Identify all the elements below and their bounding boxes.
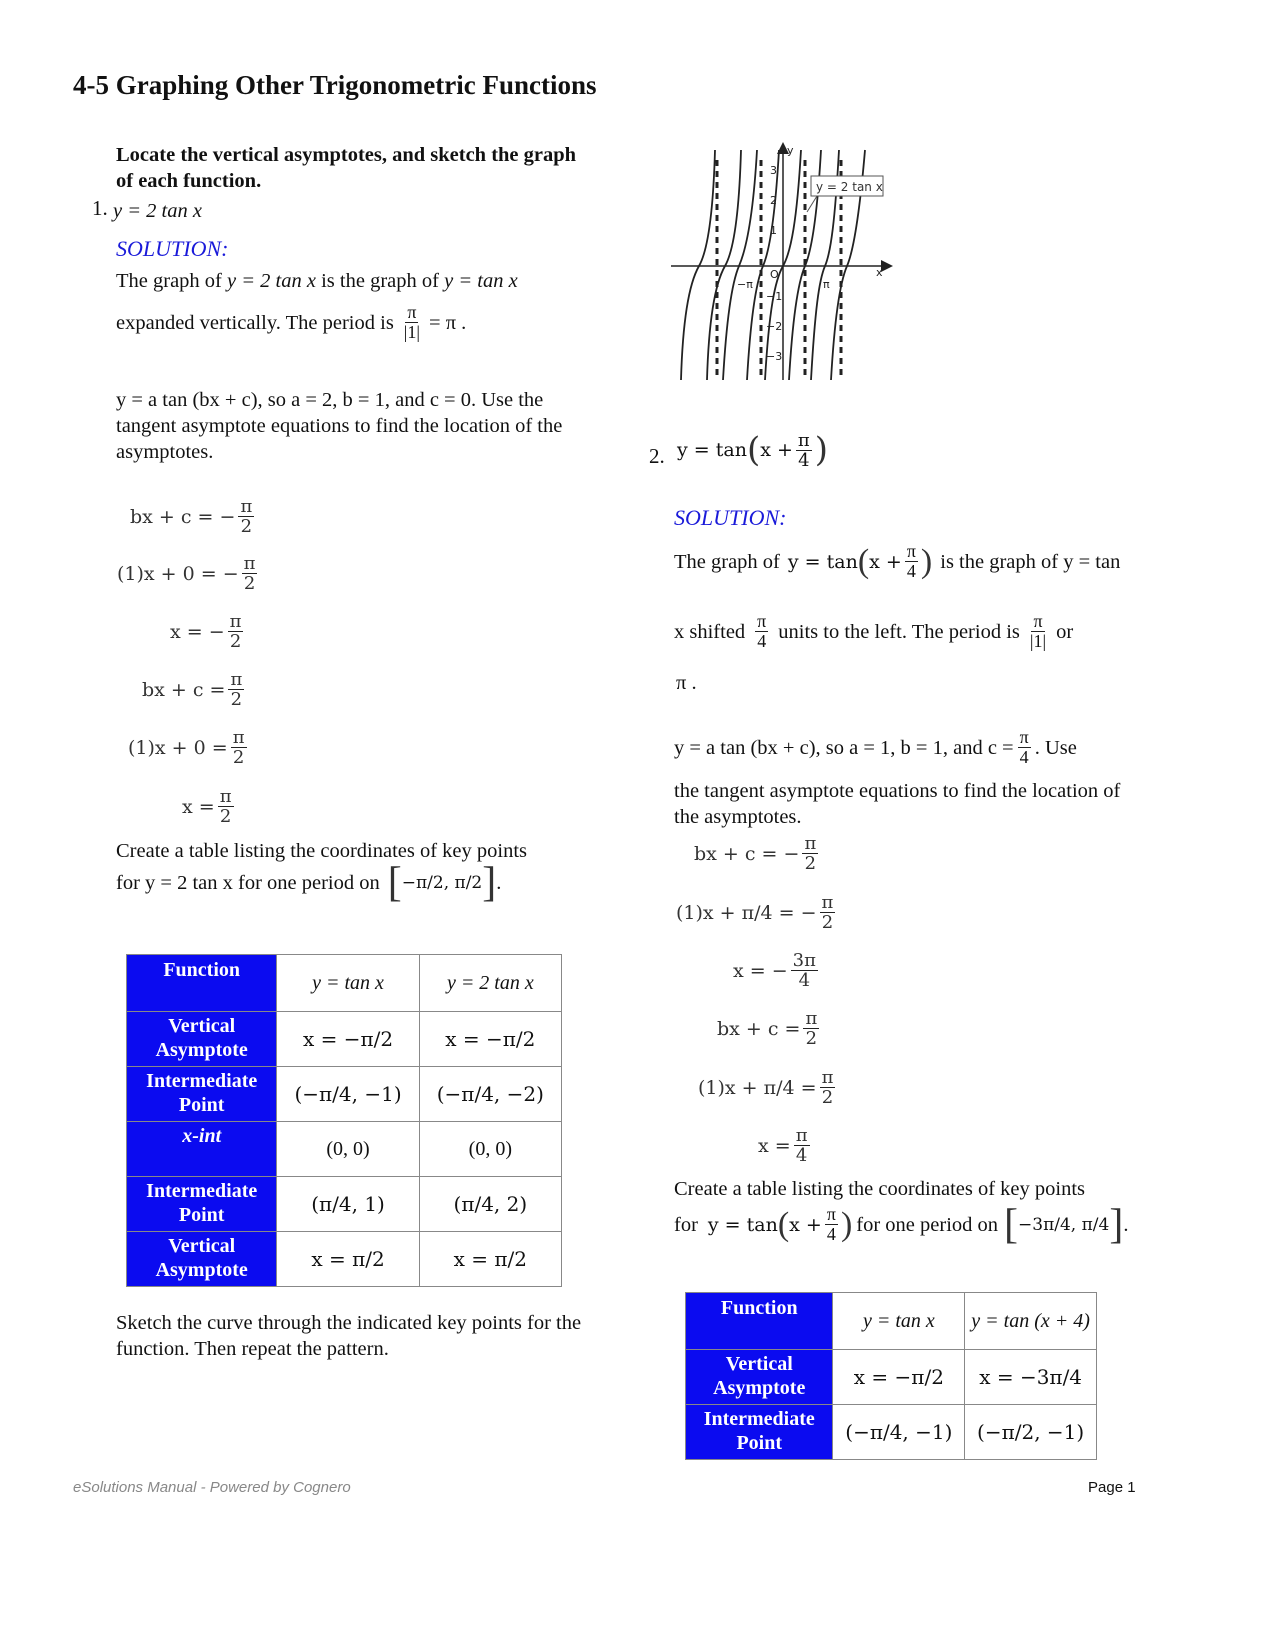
problem-1-sketch-text: Sketch the curve through the indicated key points for the function. Then repeat the pattern. xyxy=(116,1312,582,1360)
problem-1-key-points-table xyxy=(126,954,562,1287)
equation-line: x = − $\frac{\pi}{2}$ xyxy=(170,611,242,652)
table-cell: x = −π/2 xyxy=(277,1012,419,1067)
tick-label: −3 xyxy=(766,350,783,363)
problem-2-key-points-table xyxy=(685,1292,1097,1460)
table-cell: (π/4, 2) xyxy=(419,1177,561,1232)
equation-line: (1)x + 0 = $\frac{\pi}{2}$ xyxy=(128,727,245,768)
problem-2-table-intro-b: for y = tan ( x + $\frac{\pi}{4}$ ) for one period on [ −3π/4, π/4 ] . xyxy=(674,1201,1129,1248)
equation-line: (1)x + π/4 = − $\frac{\pi}{2}$ xyxy=(676,892,834,933)
row-label: Vertical Asymptote xyxy=(127,1232,277,1287)
table-header: y = 2 tan x xyxy=(419,955,561,1012)
table-row xyxy=(127,1012,562,1067)
equation-line: (1)x + π/4 = $\frac{\pi}{2}$ xyxy=(698,1067,834,1108)
problem-2-number: 2. xyxy=(649,444,665,468)
problem-2-text-4: the tangent asymptote equations to find the location of the asymptotes. xyxy=(674,780,1121,828)
equation-line: bx + c = − $\frac{\pi}{2}$ xyxy=(130,496,253,537)
table-cell: (π/4, 1) xyxy=(277,1177,419,1232)
table-cell: (0, 0) xyxy=(419,1122,561,1177)
row-label: Intermediate Point xyxy=(127,1067,277,1122)
row-label: x-int xyxy=(127,1122,277,1177)
table-header: y = tan x xyxy=(277,955,419,1012)
row-label: Vertical Asymptote xyxy=(686,1350,833,1405)
problem-1-text-1: The graph of y = 2 tan x is the graph of y = tan x xyxy=(116,270,518,292)
table-row xyxy=(127,1122,562,1177)
problem-1-text-3: y = a tan (bx + c), so a = 2, b = 1, and c = 0. Use the tangent asymptote equations to find the location of the asymptotes. xyxy=(116,389,563,463)
tick-label: O xyxy=(770,268,779,281)
table-row xyxy=(127,1067,562,1122)
problem-1-period: expanded vertically. The period is $\frac{\pi}{|1|}$ = π . xyxy=(116,302,467,342)
tick-label: −π xyxy=(737,278,753,291)
table-cell: x = π/2 xyxy=(419,1232,561,1287)
problem-1-equation: y = 2 tan x xyxy=(113,200,202,222)
footer-credit: eSolutions Manual - Powered by Cognero xyxy=(73,1479,351,1496)
table-cell: (−π/4, −1) xyxy=(833,1405,965,1460)
table-cell: x = −π/2 xyxy=(833,1350,965,1405)
row-label: Intermediate Point xyxy=(127,1177,277,1232)
page-title: 4-5 Graphing Other Trigonometric Functions xyxy=(73,70,597,100)
table-header: y = tan (x + 4) xyxy=(965,1293,1097,1350)
equation-line: x = − $\frac{3\pi}{4}$ xyxy=(733,950,816,991)
problem-1-number: 1. xyxy=(92,196,108,220)
tick-label: −1 xyxy=(766,290,783,303)
equation-line: bx + c = $\frac{\pi}{2}$ xyxy=(717,1008,818,1049)
equation-line: bx + c = $\frac{\pi}{2}$ xyxy=(142,669,243,710)
legend-label: y = 2 tan x xyxy=(816,180,883,194)
table-header: Function xyxy=(686,1293,833,1350)
problem-2-text-1: The graph of y = tan ( x + $\frac{\pi}{4}$ ) is the graph of y = tan xyxy=(674,541,1121,581)
problem-1-solution-label: SOLUTION: xyxy=(116,236,229,261)
problem-2-equation: y = tan ( x + $\frac{\pi}{4}$ ) xyxy=(677,429,828,471)
table-row xyxy=(686,1405,1097,1460)
tangent-graph xyxy=(671,140,897,388)
equation-line: x = $\frac{\pi}{4}$ xyxy=(758,1125,808,1166)
table-cell: (−π/4, −2) xyxy=(419,1067,561,1122)
row-label: Intermediate Point xyxy=(686,1405,833,1460)
tick-label: 1 xyxy=(770,224,777,237)
equation-line: (1)x + 0 = − $\frac{\pi}{2}$ xyxy=(117,553,256,594)
table-row xyxy=(686,1350,1097,1405)
page-number: Page 1 xyxy=(1088,1479,1136,1496)
instructions: Locate the vertical asymptotes, and sketch the graph of each function. xyxy=(116,144,577,192)
problem-1-table-intro-b: for y = 2 tan x for one period on [ −π/2, π/2 ] . xyxy=(116,860,502,906)
table-row xyxy=(127,1232,562,1287)
table-cell: x = π/2 xyxy=(277,1232,419,1287)
table-cell: x = −3π/4 xyxy=(965,1350,1097,1405)
problem-2-period-result: π . xyxy=(676,672,697,694)
equation-line: x = $\frac{\pi}{2}$ xyxy=(182,786,232,827)
equation-line: bx + c = − $\frac{\pi}{2}$ xyxy=(694,833,817,874)
y-axis-label: y xyxy=(787,144,794,157)
table-row xyxy=(127,1177,562,1232)
problem-2-text-3: y = a tan (bx + c), so a = 1, b = 1, and c = $\frac{\pi}{4}$ . Use xyxy=(674,727,1077,767)
row-label: Vertical Asymptote xyxy=(127,1012,277,1067)
problem-2-solution-label: SOLUTION: xyxy=(674,505,787,530)
table-cell: (−π/2, −1) xyxy=(965,1405,1097,1460)
table-header: Function xyxy=(127,955,277,1012)
x-axis-label: x xyxy=(876,266,883,279)
tick-label: −2 xyxy=(766,320,783,333)
table-cell: (0, 0) xyxy=(277,1122,419,1177)
table-cell: x = −π/2 xyxy=(419,1012,561,1067)
table-header: y = tan x xyxy=(833,1293,965,1350)
table-cell: (−π/4, −1) xyxy=(277,1067,419,1122)
problem-2-table-intro-a: Create a table listing the coordinates of key points xyxy=(674,1178,1086,1200)
tick-label: 2 xyxy=(770,194,777,207)
tick-label: 3 xyxy=(770,164,777,177)
tick-label: π xyxy=(823,278,830,291)
problem-1-table-intro-a: Create a table listing the coordinates of key points xyxy=(116,840,528,862)
problem-2-text-2: x shifted $\frac{\pi}{4}$ units to the left. The period is $\frac{\pi}{|1|}$ or xyxy=(674,611,1074,651)
